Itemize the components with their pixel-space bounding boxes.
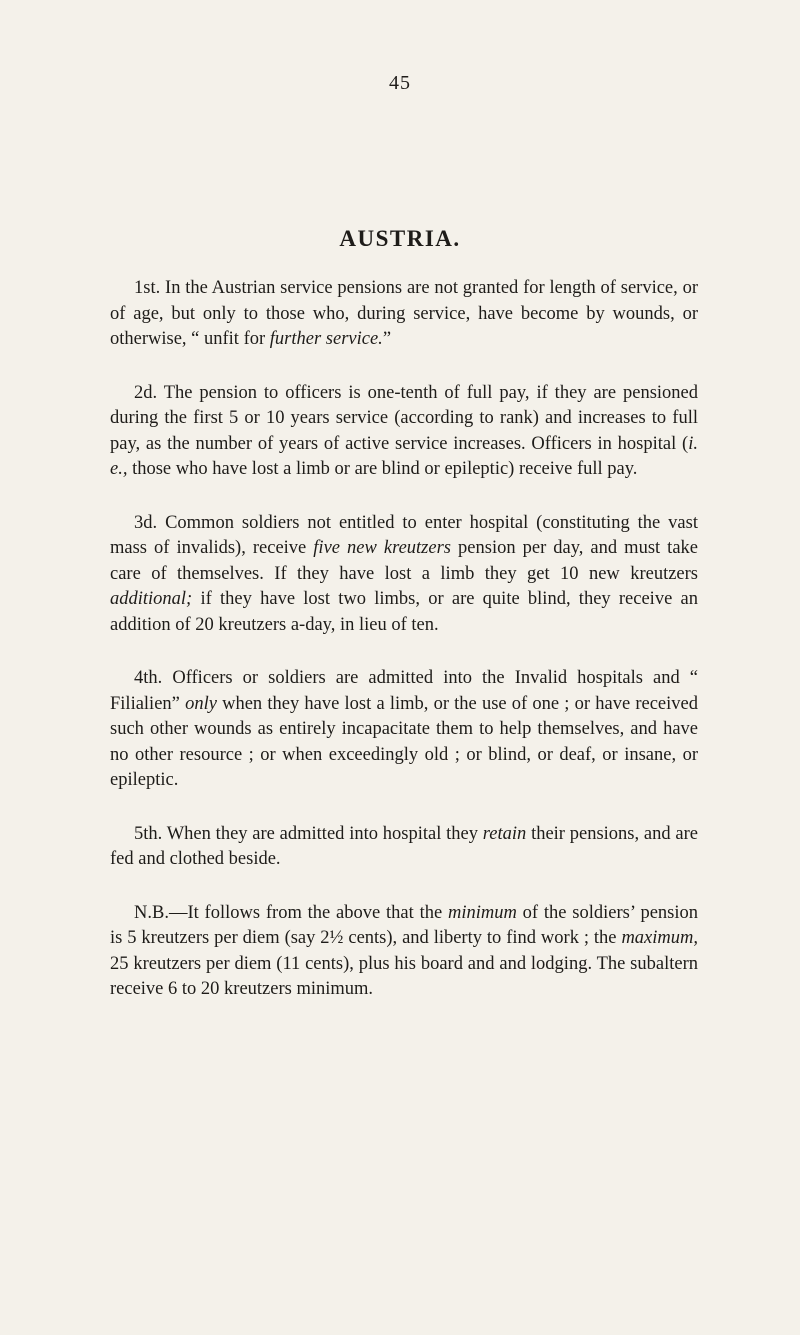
emphasis: five new kreutzers — [313, 538, 451, 558]
paragraph-5: 5th. When they are admitted into hospital they retain their pensions, and are fed and clothed beside. — [110, 823, 698, 869]
page-number: 45 — [389, 72, 411, 94]
emphasis: further service. — [269, 329, 383, 349]
paragraph-nb: N.B.—It follows from the above that the minimum of the soldiers’ pension is 5 kreutzers per diem (say 2½ cents), and liberty to find work ; the maximum, 25 kreutzers per diem (11 cents), plus his board and and lodging. The subaltern receive 6 to 20 kreutzers minimum. — [110, 902, 698, 999]
emphasis: additional; — [110, 589, 193, 609]
emphasis: only — [185, 693, 217, 714]
paragraph-1: 1st. In the Austrian service pensions are not granted for length of service, or of age, but only to those who, during service, have become by wounds, or otherwise, “ unfit for further service.” — [110, 278, 698, 349]
paragraph-3: 3d. Common soldiers not entitled to enter hospital (constituting the vast mass of invalids), receive five new kreutzers pension per day, and must take care of themselves. If they have lost a limb they get 10 new kreutzers additional; if they have lost two limbs, or are quite blind, they receive an addition of 20 kreutzers a-day, in lieu of ten. — [110, 512, 698, 635]
paragraph-4: 4th. Officers or soldiers are admitted into the Invalid hospitals and “ Filialien” only when they have lost a limb, or the use of one ; or have received such other wounds as entirely incapacitate them to help themselves, and have no other resource ; or when exceedingly old ; or blind, or deaf, or insane, or epileptic. — [110, 668, 698, 790]
emphasis: i. e., — [110, 433, 698, 479]
section-heading: AUSTRIA. — [339, 226, 461, 251]
body-text — [110, 276, 698, 1031]
emphasis: retain — [482, 823, 527, 844]
emphasis: minimum — [447, 902, 517, 923]
emphasis: maximum, — [621, 928, 698, 948]
paragraph-2: 2d. The pension to officers is one-tenth of full pay, if they are pensioned during the first 5 or 10 years service (according to rank) and increases to full pay, as the number of years of active service increases. Officers in hospital (i. e., those who have lost a limb or are blind or epileptic) receive full pay. — [110, 382, 698, 479]
